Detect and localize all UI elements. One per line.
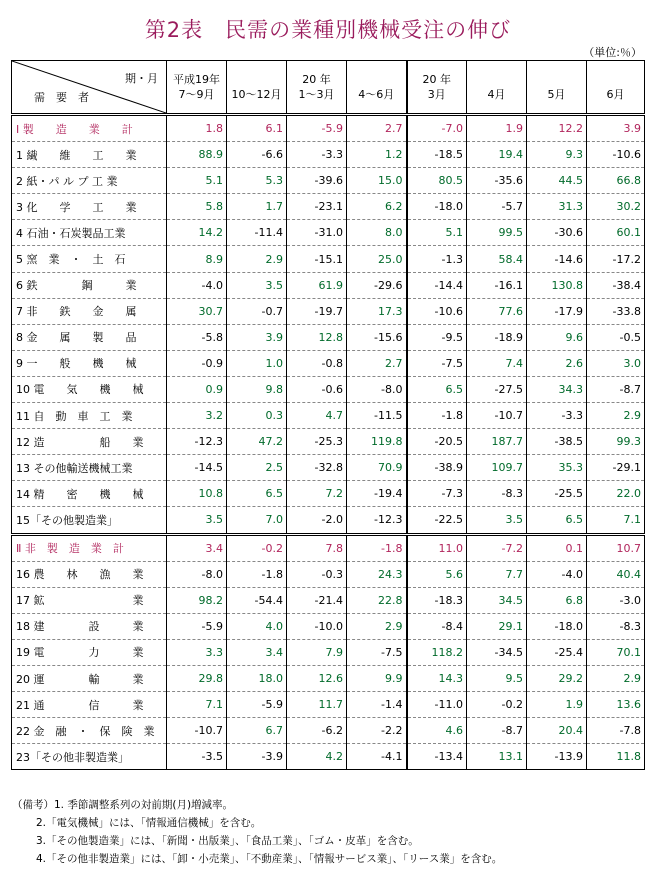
row-value: -5.9 — [227, 692, 287, 718]
row-value: -4.0 — [527, 561, 587, 587]
row-value: 58.4 — [467, 246, 527, 272]
row-value: 187.7 — [467, 429, 527, 455]
row-industry-name: 21 通 信 業 — [12, 692, 167, 718]
row-value: 3.0 — [587, 350, 645, 376]
row-value: 3.4 — [167, 534, 227, 561]
row-value: 13.1 — [467, 744, 527, 770]
row-value: -16.1 — [467, 272, 527, 298]
row-value: -29.6 — [347, 272, 407, 298]
row-value: 1.9 — [467, 115, 527, 142]
row-value: 34.3 — [527, 376, 587, 402]
table-row — [12, 692, 645, 718]
row-value: 2.7 — [347, 115, 407, 142]
row-value: -3.0 — [587, 587, 645, 613]
table-row — [12, 507, 645, 534]
row-value: -14.4 — [407, 272, 467, 298]
table-row — [12, 639, 645, 665]
row-value: 24.3 — [347, 561, 407, 587]
row-industry-name: 4 石油・石炭製品工業 — [12, 220, 167, 246]
row-value: 40.4 — [587, 561, 645, 587]
row-value: -2.2 — [347, 718, 407, 744]
row-value: 5.6 — [407, 561, 467, 587]
row-value: -5.8 — [167, 324, 227, 350]
table-total-row — [12, 534, 645, 561]
row-value: 1.9 — [527, 692, 587, 718]
row-industry-name: 19 電 力 業 — [12, 639, 167, 665]
header-period-label: 期・月 — [125, 72, 158, 85]
row-value: 31.3 — [527, 194, 587, 220]
row-value: 1.2 — [347, 142, 407, 168]
row-value: -18.5 — [407, 142, 467, 168]
row-value: -20.5 — [407, 429, 467, 455]
table-row — [12, 272, 645, 298]
row-value: 77.6 — [467, 298, 527, 324]
row-value: -21.4 — [287, 587, 347, 613]
row-value: 44.5 — [527, 168, 587, 194]
row-value: 20.4 — [527, 718, 587, 744]
row-value: -29.1 — [587, 455, 645, 481]
row-value: 11.0 — [407, 534, 467, 561]
row-value: 11.7 — [287, 692, 347, 718]
note-2: 2.「電気機械」には、「情報通信機械」を含む。 — [36, 817, 262, 829]
row-value: 8.9 — [167, 246, 227, 272]
note-1: （備考）1. 季節調整系列の対前期(月)増減率。 — [12, 799, 234, 811]
row-value: -3.3 — [527, 403, 587, 429]
table-row — [12, 561, 645, 587]
row-value: -5.7 — [467, 194, 527, 220]
row-value: -0.5 — [587, 324, 645, 350]
header-col-7 — [527, 61, 587, 115]
row-value: -32.8 — [287, 455, 347, 481]
row-value: 1.0 — [227, 350, 287, 376]
row-value: -11.4 — [227, 220, 287, 246]
row-value: 5.8 — [167, 194, 227, 220]
row-value: 2.9 — [347, 613, 407, 639]
row-value: 70.9 — [347, 455, 407, 481]
row-value: 60.1 — [587, 220, 645, 246]
row-value: -38.5 — [527, 429, 587, 455]
row-value: -34.5 — [467, 639, 527, 665]
row-value: -10.6 — [407, 298, 467, 324]
row-value: -12.3 — [347, 507, 407, 534]
row-value: -17.9 — [527, 298, 587, 324]
row-industry-name: 11 自 動 車 工 業 — [12, 403, 167, 429]
table-row — [12, 298, 645, 324]
row-value: 6.2 — [347, 194, 407, 220]
row-value: 12.2 — [527, 115, 587, 142]
row-industry-name: 6 鉄 鋼 業 — [12, 272, 167, 298]
row-industry-name: 1 繊 維 工 業 — [12, 142, 167, 168]
row-industry-name: 15「その他製造業」 — [12, 507, 167, 534]
row-value: -35.6 — [467, 168, 527, 194]
row-value: 17.3 — [347, 298, 407, 324]
table-row — [12, 403, 645, 429]
row-value: -10.7 — [467, 403, 527, 429]
header-demand-label: 需 要 者 — [34, 91, 89, 104]
row-value: 3.5 — [167, 507, 227, 534]
row-value: 7.9 — [287, 639, 347, 665]
row-value: 4.0 — [227, 613, 287, 639]
row-value: 15.0 — [347, 168, 407, 194]
row-value: -0.8 — [287, 350, 347, 376]
table-row — [12, 376, 645, 402]
row-value: -14.5 — [167, 455, 227, 481]
header-col-6 — [467, 61, 527, 115]
row-value: 0.1 — [527, 534, 587, 561]
row-value: 11.8 — [587, 744, 645, 770]
row-value: -2.0 — [287, 507, 347, 534]
header-col-2 — [227, 61, 287, 115]
note-3: 3.「その他製造業」には、「新聞・出版業」、「食品工業」、「ゴム・皮革」を含む。 — [36, 835, 419, 847]
row-value: 98.2 — [167, 587, 227, 613]
row-value: -7.5 — [407, 350, 467, 376]
row-value: 70.1 — [587, 639, 645, 665]
table-row — [12, 194, 645, 220]
header-col-line2: 10〜12月 — [231, 88, 282, 101]
row-value: -15.6 — [347, 324, 407, 350]
row-value: 9.9 — [347, 665, 407, 691]
row-value: 18.0 — [227, 665, 287, 691]
row-value: 19.4 — [467, 142, 527, 168]
row-value: -54.4 — [227, 587, 287, 613]
row-value: -33.8 — [587, 298, 645, 324]
row-value: -3.9 — [227, 744, 287, 770]
row-value: 12.8 — [287, 324, 347, 350]
row-value: 7.0 — [227, 507, 287, 534]
row-industry-name: 12 造 船 業 — [12, 429, 167, 455]
row-value: 2.5 — [227, 455, 287, 481]
table-row — [12, 455, 645, 481]
row-value: 5.1 — [167, 168, 227, 194]
row-value: -11.0 — [407, 692, 467, 718]
row-value: 29.1 — [467, 613, 527, 639]
row-value: 3.2 — [167, 403, 227, 429]
table-row — [12, 587, 645, 613]
row-value: -8.3 — [587, 613, 645, 639]
header-col-line1 — [530, 72, 583, 87]
row-value: -3.5 — [167, 744, 227, 770]
row-value: -17.2 — [587, 246, 645, 272]
table-row — [12, 350, 645, 376]
row-value: -38.4 — [587, 272, 645, 298]
row-value: -1.3 — [407, 246, 467, 272]
row-value: 3.4 — [227, 639, 287, 665]
row-value: 4.2 — [287, 744, 347, 770]
table-header-row — [12, 61, 645, 115]
row-value: 6.7 — [227, 718, 287, 744]
header-col-line2: 5月 — [547, 88, 566, 101]
row-value: -1.8 — [347, 534, 407, 561]
row-value: 9.6 — [527, 324, 587, 350]
row-value: 88.9 — [167, 142, 227, 168]
row-value: -0.9 — [167, 350, 227, 376]
row-value: 30.2 — [587, 194, 645, 220]
row-value: -22.5 — [407, 507, 467, 534]
table-row — [12, 324, 645, 350]
row-value: 0.9 — [167, 376, 227, 402]
row-industry-name: 8 金 属 製 品 — [12, 324, 167, 350]
row-value: 22.8 — [347, 587, 407, 613]
row-value: 3.5 — [467, 507, 527, 534]
row-value: -1.4 — [347, 692, 407, 718]
header-col-line2: 4月 — [487, 88, 506, 101]
row-value: 7.7 — [467, 561, 527, 587]
header-col-4 — [347, 61, 407, 115]
row-value: -31.0 — [287, 220, 347, 246]
row-value: 13.6 — [587, 692, 645, 718]
row-value: -19.4 — [347, 481, 407, 507]
row-value: 3.5 — [227, 272, 287, 298]
row-value: -38.9 — [407, 455, 467, 481]
row-value: 66.8 — [587, 168, 645, 194]
row-value: 1.8 — [167, 115, 227, 142]
row-industry-name: 22 金 融 ・ 保 険 業 — [12, 718, 167, 744]
header-col-line2: 6月 — [606, 88, 625, 101]
header-col-line2: 7〜9月 — [178, 88, 215, 101]
row-industry-name: Ⅰ 製 造 業 計 — [12, 115, 167, 142]
row-industry-name: 7 非 鉄 金 属 — [12, 298, 167, 324]
row-value: 9.3 — [527, 142, 587, 168]
row-value: 6.5 — [407, 376, 467, 402]
row-value: 130.8 — [527, 272, 587, 298]
row-value: 5.1 — [407, 220, 467, 246]
row-value: -10.7 — [167, 718, 227, 744]
row-value: -25.3 — [287, 429, 347, 455]
row-value: 2.7 — [347, 350, 407, 376]
row-industry-name: 14 精 密 機 械 — [12, 481, 167, 507]
row-industry-name: 17 鉱 業 — [12, 587, 167, 613]
row-value: -0.6 — [287, 376, 347, 402]
table-row — [12, 429, 645, 455]
row-value: 7.1 — [587, 507, 645, 534]
row-value: -14.6 — [527, 246, 587, 272]
diagonal-line — [12, 61, 166, 113]
row-value: 25.0 — [347, 246, 407, 272]
row-value: 7.8 — [287, 534, 347, 561]
row-value: 3.9 — [587, 115, 645, 142]
row-value: 2.9 — [587, 403, 645, 429]
row-industry-name: 16 農 林 漁 業 — [12, 561, 167, 587]
row-value: -0.7 — [227, 298, 287, 324]
row-value: -39.6 — [287, 168, 347, 194]
header-col-5 — [407, 61, 467, 115]
table-row — [12, 718, 645, 744]
row-value: -25.4 — [527, 639, 587, 665]
row-value: 2.6 — [527, 350, 587, 376]
row-value: 10.8 — [167, 481, 227, 507]
row-value: -5.9 — [167, 613, 227, 639]
table-row — [12, 142, 645, 168]
row-value: 9.5 — [467, 665, 527, 691]
table-row — [12, 744, 645, 770]
header-col-1 — [167, 61, 227, 115]
row-value: -7.8 — [587, 718, 645, 744]
row-value: -8.4 — [407, 613, 467, 639]
row-value: -18.0 — [407, 194, 467, 220]
row-value: 6.1 — [227, 115, 287, 142]
row-value: 14.3 — [407, 665, 467, 691]
row-value: 34.5 — [467, 587, 527, 613]
header-col-line2: 3月 — [427, 88, 446, 101]
row-value: -19.7 — [287, 298, 347, 324]
row-industry-name: 20 運 輸 業 — [12, 665, 167, 691]
header-col-line1 — [230, 72, 283, 87]
row-value: -8.0 — [167, 561, 227, 587]
row-value: -7.5 — [347, 639, 407, 665]
row-value: -13.9 — [527, 744, 587, 770]
row-value: 12.6 — [287, 665, 347, 691]
row-value: -3.3 — [287, 142, 347, 168]
row-industry-name: 10 電 気 機 械 — [12, 376, 167, 402]
machinery-orders-table — [11, 60, 645, 770]
row-value: 119.8 — [347, 429, 407, 455]
row-value: -8.0 — [347, 376, 407, 402]
row-value: 14.2 — [167, 220, 227, 246]
table-row — [12, 481, 645, 507]
row-value: 2.9 — [587, 665, 645, 691]
row-value: 1.7 — [227, 194, 287, 220]
row-industry-name: 13 その他輸送機械工業 — [12, 455, 167, 481]
header-col-line1: 平成19年 — [173, 73, 220, 86]
row-value: -5.9 — [287, 115, 347, 142]
row-industry-name: 3 化 学 工 業 — [12, 194, 167, 220]
row-value: -7.2 — [467, 534, 527, 561]
row-value: 8.0 — [347, 220, 407, 246]
row-value: 0.3 — [227, 403, 287, 429]
row-value: 6.8 — [527, 587, 587, 613]
row-value: 3.9 — [227, 324, 287, 350]
row-value: -1.8 — [407, 403, 467, 429]
row-value: -9.5 — [407, 324, 467, 350]
header-col-line1 — [350, 72, 403, 87]
row-value: 6.5 — [527, 507, 587, 534]
row-value: 4.6 — [407, 718, 467, 744]
row-industry-name: 18 建 設 業 — [12, 613, 167, 639]
row-value: -8.7 — [587, 376, 645, 402]
header-col-line1 — [470, 72, 523, 87]
row-value: -0.2 — [227, 534, 287, 561]
header-col-line1: 20 年 — [302, 73, 331, 86]
row-value: -6.6 — [227, 142, 287, 168]
row-value: -18.0 — [527, 613, 587, 639]
row-value: 80.5 — [407, 168, 467, 194]
row-industry-name: Ⅱ 非 製 造 業 計 — [12, 534, 167, 561]
table-row — [12, 665, 645, 691]
table-row — [12, 168, 645, 194]
row-value: -23.1 — [287, 194, 347, 220]
row-value: 47.2 — [227, 429, 287, 455]
note-4: 4.「その他非製造業」には、「卸・小売業」、「不動産業」、「情報サービス業」、「リース業」を含む。 — [36, 853, 503, 865]
row-value: -4.0 — [167, 272, 227, 298]
row-value: 35.3 — [527, 455, 587, 481]
table-total-row — [12, 115, 645, 142]
header-col-line1 — [590, 72, 641, 87]
row-value: 99.5 — [467, 220, 527, 246]
table-row — [12, 613, 645, 639]
row-value: -10.6 — [587, 142, 645, 168]
row-value: -10.0 — [287, 613, 347, 639]
row-value: -15.1 — [287, 246, 347, 272]
header-col-line1: 20 年 — [422, 73, 451, 86]
row-industry-name: 5 窯 業 ・ 土 石 — [12, 246, 167, 272]
row-value: 118.2 — [407, 639, 467, 665]
row-industry-name: 9 一 般 機 械 — [12, 350, 167, 376]
row-value: -8.3 — [467, 481, 527, 507]
row-value: 3.3 — [167, 639, 227, 665]
row-value: -12.3 — [167, 429, 227, 455]
row-value: -25.5 — [527, 481, 587, 507]
row-value: 61.9 — [287, 272, 347, 298]
row-value: -8.7 — [467, 718, 527, 744]
header-corner-cell — [12, 61, 167, 115]
row-value: -18.3 — [407, 587, 467, 613]
row-value: 9.8 — [227, 376, 287, 402]
row-value: -6.2 — [287, 718, 347, 744]
row-value: -7.0 — [407, 115, 467, 142]
row-value: -0.2 — [467, 692, 527, 718]
row-value: -1.8 — [227, 561, 287, 587]
row-value: -18.9 — [467, 324, 527, 350]
row-value: -4.1 — [347, 744, 407, 770]
row-value: 22.0 — [587, 481, 645, 507]
table-row — [12, 246, 645, 272]
row-value: 29.2 — [527, 665, 587, 691]
row-value: 5.3 — [227, 168, 287, 194]
row-value: 2.9 — [227, 246, 287, 272]
unit-label: （単位:％） — [583, 46, 642, 59]
notes — [12, 796, 502, 868]
row-value: -13.4 — [407, 744, 467, 770]
row-value: 7.4 — [467, 350, 527, 376]
row-value: 7.1 — [167, 692, 227, 718]
row-value: 10.7 — [587, 534, 645, 561]
row-value: -0.3 — [287, 561, 347, 587]
row-value: -27.5 — [467, 376, 527, 402]
row-value: -11.5 — [347, 403, 407, 429]
row-industry-name: 2 紙・パ ル プ 工 業 — [12, 168, 167, 194]
table-row — [12, 220, 645, 246]
row-value: 99.3 — [587, 429, 645, 455]
row-value: -30.6 — [527, 220, 587, 246]
page-title: 第2表 民需の業種別機械受注の伸び — [144, 18, 512, 42]
row-industry-name: 23「その他非製造業」 — [12, 744, 167, 770]
header-col-line2: 4〜6月 — [358, 88, 395, 101]
row-value: -7.3 — [407, 481, 467, 507]
header-col-line2: 1〜3月 — [298, 88, 335, 101]
header-col-8 — [587, 61, 645, 115]
header-col-3 — [287, 61, 347, 115]
row-value: 29.8 — [167, 665, 227, 691]
row-value: 6.5 — [227, 481, 287, 507]
row-value: 7.2 — [287, 481, 347, 507]
row-value: 109.7 — [467, 455, 527, 481]
row-value: 4.7 — [287, 403, 347, 429]
row-value: 30.7 — [167, 298, 227, 324]
